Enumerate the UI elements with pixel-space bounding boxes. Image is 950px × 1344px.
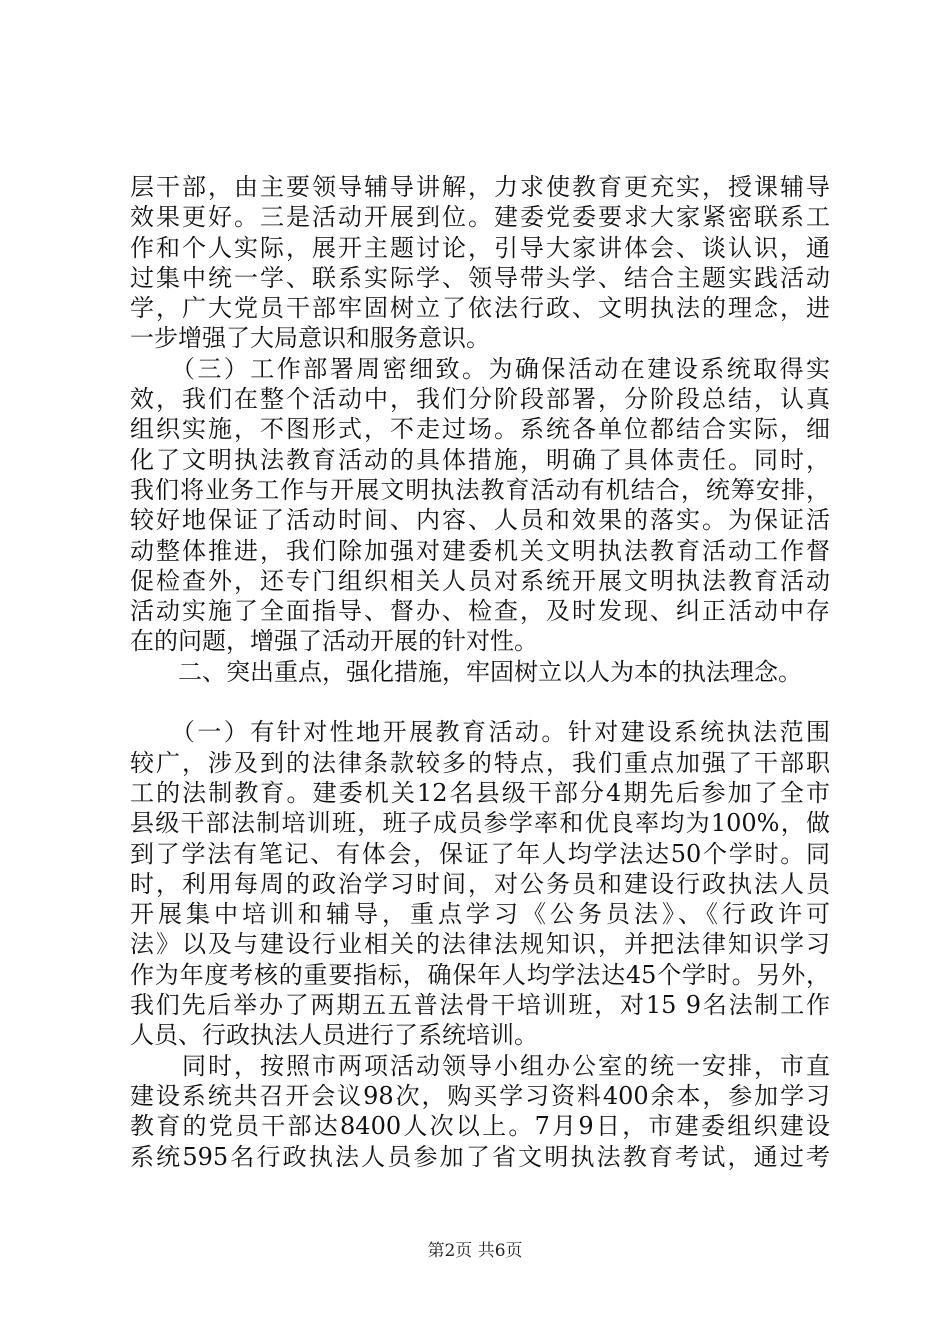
text-line: 到了学法有笔记、有体会，保证了年人均学法达50个学时。同: [130, 839, 830, 868]
text-line: 建设系统共召开会议98次，购买学习资料400余本，参加学习: [130, 1081, 830, 1110]
text-line: 效，我们在整个活动中，我们分阶段部署，分阶段总结，认真: [130, 385, 830, 414]
text-line: 效果更好。三是活动开展到位。建委党委要求大家紧密联系工: [130, 203, 830, 232]
page-number: 第2页 共6页: [427, 1241, 523, 1261]
text-line: 法》以及与建设行业相关的法律法规知识，并把法律知识学习: [130, 930, 830, 959]
text-line: （一）有针对性地开展教育活动。针对建设系统执法范围: [130, 718, 830, 747]
text-line: 作为年度考核的重要指标，确保年人均学法达45个学时。另外，: [130, 960, 830, 989]
text-line: 同时，按照市两项活动领导小组办公室的统一安排，市直: [130, 1051, 830, 1080]
text-line: 较好地保证了活动时间、内容、人员和效果的落实。为保证活: [130, 506, 830, 535]
text-line: 工的法制教育。建委机关12名县级干部分4期先后参加了全市: [130, 778, 830, 807]
body-text: [130, 172, 830, 1172]
text-line: 我们先后举办了两期五五普法骨干培训班，对15 9名法制工作: [130, 991, 830, 1020]
text-line: 活动实施了全面指导、督办、检查，及时发现、纠正活动中存: [130, 597, 830, 626]
text-line: 系统595名行政执法人员参加了省文明执法教育考试，通过考: [130, 1142, 830, 1171]
text-line: 促检查外，还专门组织相关人员对系统开展文明执法教育活动: [130, 566, 830, 595]
text-line: 动整体推进，我们除加强对建委机关文明执法教育活动工作督: [130, 536, 830, 565]
text-line: 开展集中培训和辅导，重点学习《公务员法》、《行政许可: [130, 900, 830, 929]
text-line: 在的问题，增强了活动开展的针对性。: [130, 627, 538, 656]
text-line: 教育的党员干部达8400人次以上。7月9日，市建委组织建设: [130, 1112, 830, 1141]
text-line: 人员、行政执法人员进行了系统培训。: [130, 1021, 538, 1050]
text-line: 时，利用每周的政治学习时间，对公务员和建设行政执法人员: [130, 869, 830, 898]
text-line: 作和个人实际，展开主题讨论，引导大家讲体会、谈认识，通: [130, 233, 830, 262]
text-line: 组织实施，不图形式，不走过场。系统各单位都结合实际，细: [130, 415, 830, 444]
text-line: 较广，涉及到的法律条款较多的特点，我们重点加强了干部职: [130, 748, 830, 777]
section-heading: 二、突出重点，强化措施，牢固树立以人为本的执法理念。: [130, 657, 802, 686]
text-line: 我们将业务工作与开展文明执法教育活动有机结合，统筹安排，: [130, 475, 830, 504]
page-footer: [0, 1240, 950, 1262]
text-line: 过集中统一学、联系实际学、领导带头学、结合主题实践活动: [130, 263, 830, 292]
text-line: （三）工作部署周密细致。为确保活动在建设系统取得实: [130, 354, 830, 383]
text-line: 一步增强了大局意识和服务意识。: [130, 324, 490, 353]
text-line: 化了文明执法教育活动的具体措施，明确了具体责任。同时，: [130, 445, 830, 474]
text-line: 学，广大党员干部牢固树立了依法行政、文明执法的理念，进: [130, 294, 830, 323]
text-line: 层干部，由主要领导辅导讲解，力求使教育更充实，授课辅导: [130, 173, 830, 201]
blank-line: [130, 687, 830, 717]
text-line: 县级干部法制培训班，班子成员参学率和优良率均为100%，做: [130, 809, 830, 838]
